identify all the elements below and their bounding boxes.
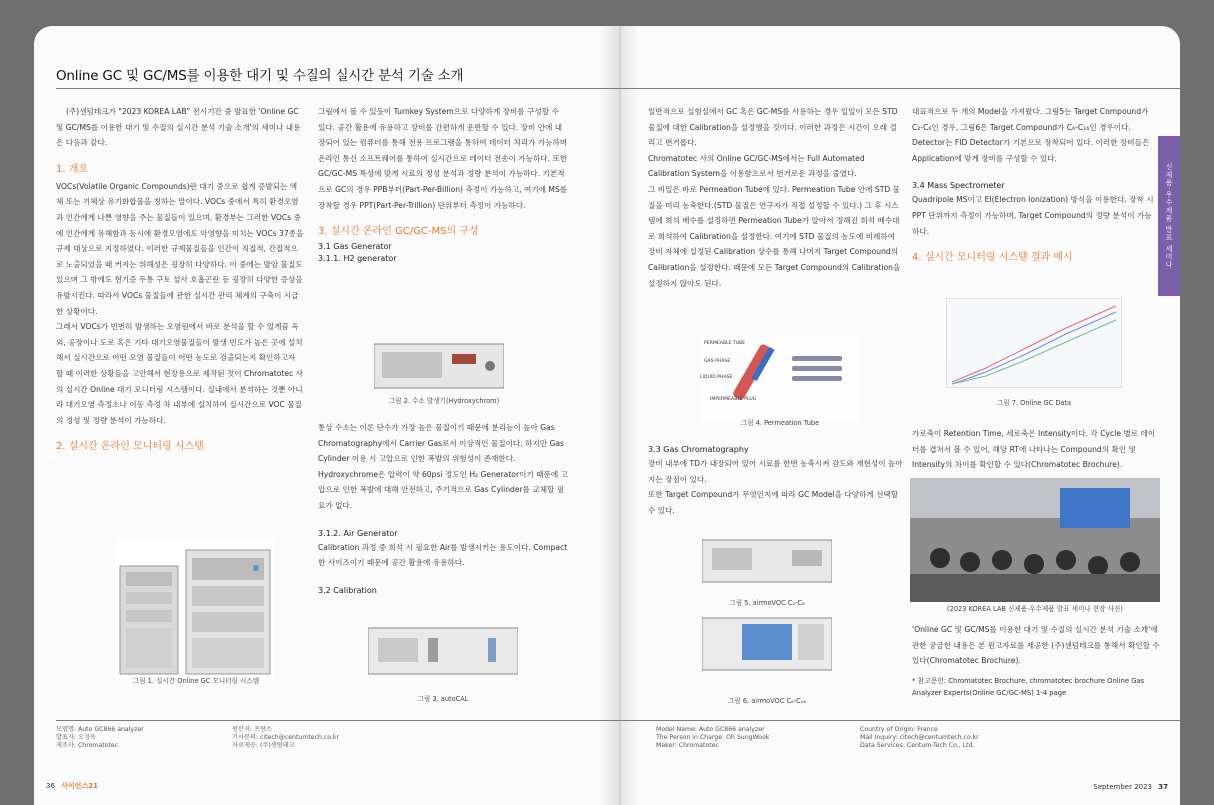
turnkey-paragraph: 그림에서 볼 수 있듯이 Turnkey System으로 다양하게 장비를 구성할 수 있다. 공간 활용에 유용하고 장비를 간편하게 운반할 수 있다. 장비 안에 내장되어 있는 컴퓨터를 통해 전용 프로그램을 통하여 데이터 처리가 가능하며 온라인 통신 소프트웨어를 통하여 실시간으로 데이터 전송이 가능하다. 또한 GC/GC-MS 특성에 맞게 시료의 정성 분석과 정량 분석이 가능하다. 기본적으로 GC의 경우 PPB부터(Part-Per-Billion) 측정이 가능하고, 여기에 MS를 장착할 경우 PPT(Part-Per-Trillion) 단위부터 측정이 가능하다.: [318, 107, 568, 210]
gc-paragraph-2: 또한 Target Compound가 무엇인지에 따라 GC Model을 다양하게 선택할 수 있다.: [648, 490, 899, 515]
section-3-heading: 3. 실시간 온라인 GC/GC-MS의 구성: [318, 226, 479, 238]
subsection-3-1: 3.1 Gas Generator: [318, 242, 392, 252]
magazine-spread: [34, 26, 1180, 805]
calibration-paragraph-2: Chromatotec 사의 Online GC/GC-MS에서는 Full Automated Calibration System을 이용함으로서 번거로운 과정을 줄였다.: [648, 153, 865, 179]
ms-paragraph: Quadripole MS이고 EI(Electron Ionization) 방식을 이용한다. 장착 시 PPT 단위까지 측정이 가능하며, Target Compound의 정량 분석이 가능하다.: [912, 195, 1154, 236]
airmovoc-c2-c6-photo: [702, 536, 832, 586]
footer-right-specs: Model Name: Auto GC866 analyzer The Person in Charge: Oh SungWook Maker: Chromatotec: [656, 726, 770, 749]
figure-5-caption: 그림 5. airmoVOC C₂-C₆: [729, 599, 805, 607]
subsection-3-2: 3.2 Calibration: [318, 585, 377, 595]
figure-4-caption: 그림 4. Permeation Tube: [740, 419, 820, 427]
figure-2-caption: 그림 2. 수소 발생기(Hydroxychrom): [388, 397, 500, 405]
online-gc-data-chart: [946, 298, 1122, 388]
perm-label-gas: GAS PHASE: [704, 359, 731, 364]
airmovoc-c6-c16-photo: [702, 616, 832, 672]
subsection-3-1-2: 3.1.2. Air Generator: [318, 528, 398, 538]
column-4-lower: [912, 426, 1160, 473]
subsection-3-3: 3.3 Gas Chromatography: [648, 445, 749, 454]
footer-left-specs: 모델명: Auto GC866 analyzer 발표자: 오성욱 제조사: Chromatotec: [56, 726, 144, 749]
references: * 참고문헌: Chromatotec Brochure, chromatotec brochure Online Gas Analyzer Experts(Online GC/GC-MS) 1-4 page: [912, 676, 1145, 697]
footer-right-contact: Country of Origin: France Mail Inquiry: citech@centumtech.co.kr Data Services: Centum-Tech Co., Ltd.: [860, 726, 979, 749]
column-3: [648, 104, 904, 291]
perm-label-tube: PERMEABLE TUBE: [704, 341, 746, 346]
footer-rule: [56, 720, 1180, 721]
photo-caption: (2023 KOREA LAB 신제품·우수제품 발표 세미나 현장 사진): [947, 605, 1123, 613]
subsection-3-1-1: 3.1.1. H2 generator: [318, 254, 397, 264]
model-paragraph: 대표적으로 두 개의 Model을 가져왔다. 그림5는 Target Compound가 C₂-C₆인 경우, 그림6은 Target Compound가 C₆-C₁₆인 경우이다. Detector는 FID Detector가 기본으로 장착되어 있다. 이러한 장비들은 Application에 맞게 장비를 구성할 수 있다.: [912, 107, 1150, 163]
chart-description: 가로축이 Retention Time, 세로축은 Intensity이다. 각 Cycle 별로 데이터를 겹쳐서 볼 수 있어, 해당 RT에 나타나는 Compound의 확인 및 Intensity의 차이를 확인할 수 있다(Chromatotec Brochure).: [912, 429, 1156, 470]
calibration-paragraph-3: 그 비밀은 바로 Permeation Tube에 있다. Permeation Tube 안에 STD 물질을 미리 농축한다.(STD 물질은 연구자가 직접 설정할 수 있다.) 그 후 시스템에 희석 배수를 설정하면 Permeation Tube가 알아서 정해진 희석 배수대로 희석하여 Calibration을 설정한다. 여기에 STD 물질의 농도에 비례하여 장비 자체에 설정된 Calibration 상수를 통해 나머지 Target Compound의 Calibration을 설정한다. 때문에 모든 Target Compound의 Calibration을 설정하지 않아도 된다.: [648, 184, 901, 288]
section-1-paragraph: VOCs(Volatile Organic Compounds)란 대기 중으로 쉽게 증발되는 액체 또는 기체상 유기화합물을 칭하는 말이다. VOCs 중에서 특히 환경오염과 인간에게 나쁜 영향을 주는 물질들이 있으며, 환경부는 그러한 VOCs 중에 인간에게 유해함과 동시에 환경오염에도 악영향을 미치는 VOCs 37종을 규제 대상으로 지정하였다. 이러한 규제물질들을 인간이 직접적, 간접적으로 노출되었을 때 커지는 위해성은 굉장히 다양하다. 이 중에는 발암 물질도 있으며 그 밖에도 현기증 두통 구토 설사 호흡곤란 등 굉장히 다양한 증상을 유발시킨다. 따라서 VOCs 물질들에 관한 실시간 관리 체계의 구축이 시급한 상황이다.: [56, 181, 304, 316]
closing-paragraph: 'Online GC 및 GC/MS를 이용한 대기 및 수질의 실시간 분석 기술 소개'에 관한 궁금한 내용은 본 원고자료를 제공한 (주)센텀테크를 통해서 확인할 수 있다(Chromatotec Brochure).: [912, 625, 1160, 666]
section-2-heading: 2. 실시간 온라인 모니터링 시스템: [56, 441, 204, 453]
calibration-paragraph-1: 일반적으로 실험실에서 GC 혹은 GC-MS를 사용하는 경우 일일이 모든 STD 물질에 대한 Calibration을 설정했을 것이다. 이러한 과정은 시간이 오래 걸리고 번거롭다.: [648, 107, 898, 148]
permeation-tube-illustration: [700, 332, 860, 422]
monitoring-system-photo: [116, 540, 274, 678]
page-number-right: September 2023 37: [1093, 783, 1168, 791]
perm-label-plug: IMPERMEABLE PLUG: [710, 397, 757, 402]
column-4-closing: [912, 622, 1160, 699]
figure-7-caption: 그림 7. Online GC Data: [996, 399, 1072, 407]
figure-1-caption: 그림 1. 실시간 Online GC 모니터링 시스템: [132, 677, 260, 685]
seminar-photo: [910, 478, 1160, 602]
column-2-lower: [318, 420, 568, 597]
column-3-lower: [648, 444, 904, 518]
section-1-heading: 1. 개요: [56, 163, 89, 175]
autocal-photo: [368, 624, 518, 678]
figure-3-caption: 그림 3. autoCAL: [417, 695, 469, 703]
intro-paragraph: (주)센텀테크가 "2023 KOREA LAB" 전시기간 중 발표한 'Online GC 및 GC/MS를 이용한 대기 및 수질의 실시간 분석 기술 소개'의 세미나 내용은 다음과 같다.: [56, 107, 301, 148]
footer-left-contact: 원산지: 프랑스 기사문의: citech@centumtech.co.kr 자료제공: (주)센텀테크: [232, 726, 340, 749]
h2-generator-photo: [374, 338, 504, 394]
subsection-3-4: 3.4 Mass Spectrometer: [912, 181, 1005, 191]
magazine-name: 사이언스21: [61, 782, 98, 790]
page-gutter: [600, 26, 640, 805]
page-number-left: 36 사이언스21: [46, 782, 98, 790]
title-rule: [56, 88, 1180, 89]
column-2: [318, 104, 568, 265]
hydrogen-paragraph: 통상 수소는 이론 단수가 가장 높은 물질이기 때문에 분리능이 높아 Gas Chromatography에서 Carrier Gas로서 이상적인 물질이다. 하지만 Gas Cylinder 이용 시 고압으로 인한 폭발의 위험성이 존재한다. Hydroxychrome은 압력이 약 60psi 정도인 H₂ Generator이기 때문에 고압으로 인한 폭발에 대해 안전하고, 주기적으로 Gas Cylinder를 교체할 필요가 없다.: [318, 423, 568, 510]
section-1-paragraph-2: 그래서 VOCs가 빈번히 발생하는 오염원에서 바로 분석을 할 수 있게끔 옥외, 공장이나 도로 혹은 기타 대기오염물질들이 발생 빈도가 높은 곳에 설치해서 실시간으로 어떤 오염 물질들이 어떤 농도로 검출되는지 확인하고자 할 때 이러한 상황들을 고안해서 현장용으로 제작된 것이 Chromatotec 사의 실시간 Online 대기 모니터링 시스템이다. 실내에서 분석하는 것뿐 아니라 대기오염 측정소나 이동 측정 차 내부에 설치하여 실시간으로 VOC 물질의 정성 및 정량 분석이 가능하다.: [56, 322, 303, 425]
article-title: Online GC 및 GC/MS를 이용한 대기 및 수질의 실시간 분석 기술 소개: [56, 68, 464, 84]
column-4: [912, 104, 1158, 267]
section-4-heading: 4. 실시간 모니터링 시스템 결과 예시: [912, 252, 1073, 264]
gc-paragraph-1: 장비 내부에 TD가 내장되어 있어 시료를 한번 농축시켜 감도와 재현성이 높아지는 장점이 있다.: [648, 459, 903, 484]
figure-6-caption: 그림 6. airmoVOC C₆-C₁₆: [728, 697, 806, 705]
section-side-tab: 신제품·우수제품 발표 세미나: [1158, 136, 1180, 296]
column-1: [56, 104, 304, 456]
perm-label-liquid: LIQUID PHASE: [700, 375, 733, 380]
air-generator-paragraph: Calibration 과정 중 희석 시 필요한 Air를 발생시키는 용도이다. Compact한 사이즈이기 때문에 공간 활용에 유용하다.: [318, 542, 568, 568]
